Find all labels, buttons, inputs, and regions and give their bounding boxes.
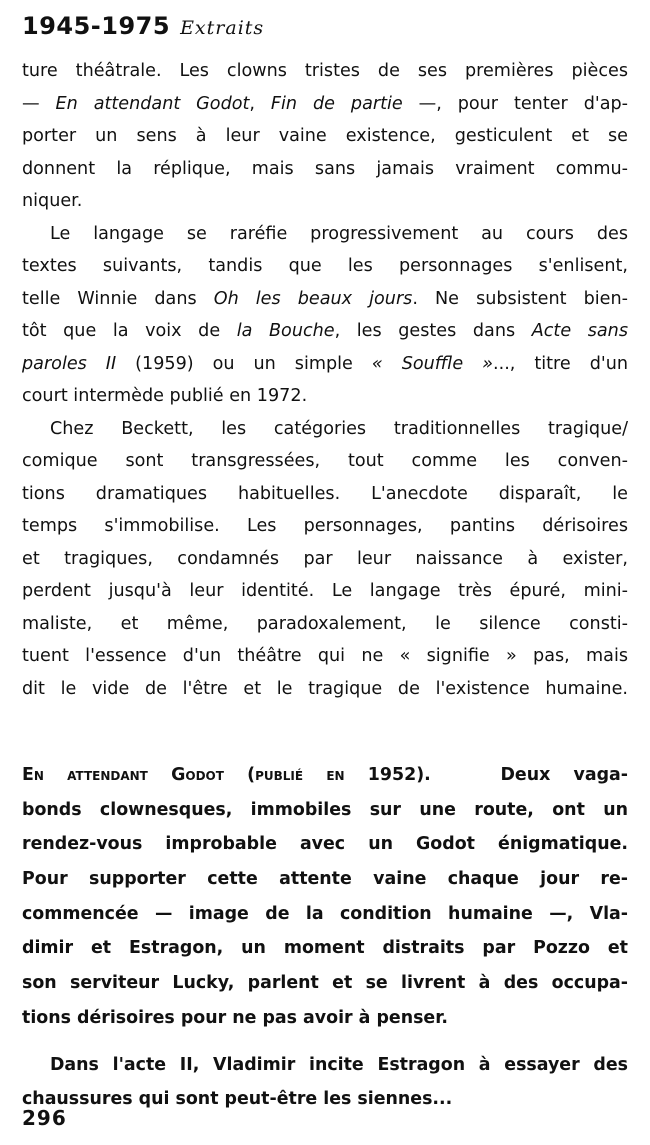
paragraph-3 <box>22 413 628 706</box>
play-title: Acte sans <box>531 321 628 341</box>
text-line: Pour supporter cette attente vaine chaque jour re- <box>22 869 628 890</box>
text-line: Dans l'acte II, Vladimir incite Estragon à essayer des <box>50 1055 628 1075</box>
play-title: paroles II <box>22 353 117 374</box>
text-line: perdent jusqu'à leur identité. Le langage très épuré, mini- <box>22 581 628 601</box>
play-summary <box>22 758 628 1036</box>
play-title: Oh les beaux jours <box>213 288 413 309</box>
paragraph-1 <box>22 55 628 218</box>
paragraph-2 <box>22 218 628 413</box>
summary-heading: En attendant Godot (publié en 1952). <box>22 765 431 785</box>
running-header <box>22 12 264 46</box>
text-line: niquer. <box>22 191 83 211</box>
text-span: tôt que la voix de <box>22 321 237 341</box>
text-line: maliste, et même, paradoxalement, le silence consti- <box>22 613 628 634</box>
play-title: Fin de partie <box>270 93 403 114</box>
text-line: son serviteur Lucky, parlent et se livrent à des occupa- <box>22 973 628 994</box>
extract-intro <box>22 1048 628 1116</box>
text-span: . Ne subsistent bien- <box>412 288 628 309</box>
text-span: —, pour tenter d'ap- <box>402 93 628 114</box>
text-line: textes suivants, tandis que les personnages s'enlisent, <box>22 256 628 276</box>
text-line <box>22 315 628 348</box>
text-line: Chez Beckett, les catégories traditionnelles tragique/ <box>50 418 628 439</box>
text-line: commencée — image de la condition humaine —, Vla- <box>22 903 628 924</box>
play-title: En attendant Godot <box>55 93 250 114</box>
text-line: tions dérisoires pour ne pas avoir à penser. <box>22 1007 448 1028</box>
text-span: (1959) ou un simple <box>116 353 372 374</box>
text-line: rendez-vous improbable avec un Godot énigmatique. <box>22 834 628 855</box>
text-span: Deux vaga- <box>500 765 628 785</box>
text-line: temps s'immobilise. Les personnages, pantins dérisoires <box>22 516 628 536</box>
text-span: telle Winnie dans <box>22 288 214 309</box>
text-line: porter un sens à leur vaine existence, gesticulent et se <box>22 126 628 146</box>
header-years: 1945-1975 <box>22 12 171 40</box>
text-line: Le langage se raréfie progressivement au cours des <box>50 223 628 244</box>
text-line: ture théâtrale. Les clowns tristes de ses premières pièces <box>22 61 628 81</box>
dash: — <box>22 93 56 114</box>
text-line <box>22 283 628 316</box>
text-line: dimir et Estragon, un moment distraits par Pozzo et <box>22 938 628 959</box>
text-line: donnent la réplique, mais sans jamais vraiment commu- <box>22 158 628 179</box>
text-line: et tragiques, condamnés par leur naissance à exister, <box>22 548 628 569</box>
body-text <box>22 55 628 705</box>
text-line: tions dramatiques habituelles. L'anecdote disparaît, le <box>22 483 628 504</box>
separator: , <box>249 93 271 114</box>
text-line: tuent l'essence d'un théâtre qui ne « signifie » pas, mais <box>22 646 628 666</box>
header-section: Extraits <box>180 17 265 39</box>
text-line <box>22 758 628 793</box>
text-line <box>22 348 628 381</box>
text-line: comique sont transgressées, tout comme les conven- <box>22 451 628 471</box>
page-number: 296 <box>22 1106 67 1130</box>
text-line: chaussures qui sont peut-être les siennes... <box>22 1089 453 1109</box>
play-title: « Souffle » <box>371 353 494 374</box>
play-title: la Bouche <box>236 321 335 341</box>
text-line: dit le vide de l'être et le tragique de l'existence humaine. <box>22 678 628 699</box>
text-span: ..., titre d'un <box>493 353 628 374</box>
text-line <box>22 88 628 121</box>
text-span: , les gestes dans <box>334 321 532 341</box>
text-line: bonds clownesques, immobiles sur une route, ont un <box>22 799 628 820</box>
text-line: court intermède publié en 1972. <box>22 386 308 406</box>
